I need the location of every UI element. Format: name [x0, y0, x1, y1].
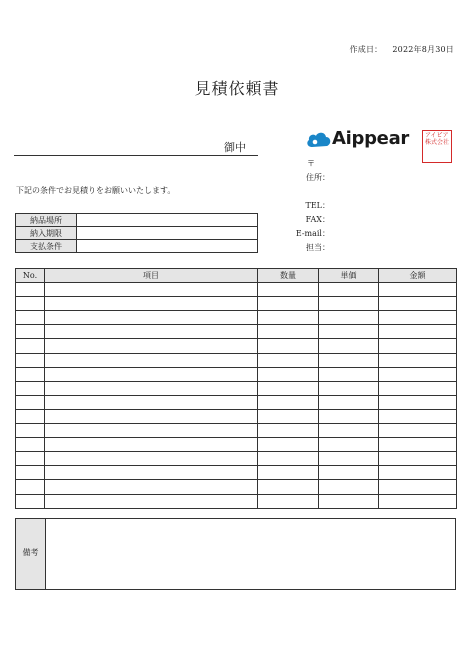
header-amount: 金額 — [379, 269, 457, 283]
address-row — [280, 172, 330, 182]
cell-item[interactable] — [45, 480, 258, 494]
cell-quantity[interactable] — [258, 452, 319, 466]
condition-value[interactable] — [77, 214, 258, 227]
remarks-label: 備考 — [22, 548, 39, 557]
cell-amount[interactable] — [379, 424, 457, 438]
cell-amount[interactable] — [379, 367, 457, 381]
cell-no[interactable] — [16, 395, 45, 409]
header-item: 項目 — [45, 269, 258, 283]
remarks-label-cell — [16, 519, 46, 589]
cell-amount[interactable] — [379, 494, 457, 508]
email-label: E-mail： — [295, 229, 330, 238]
email-row — [280, 228, 330, 238]
condition-row — [16, 240, 258, 253]
company-seal — [422, 130, 452, 163]
cell-quantity[interactable] — [258, 367, 319, 381]
cell-quantity[interactable] — [258, 325, 319, 339]
cell-amount[interactable] — [379, 395, 457, 409]
table-row — [16, 353, 457, 367]
items-header-row — [16, 269, 457, 283]
cell-unit-price[interactable] — [319, 466, 379, 480]
cell-amount[interactable] — [379, 325, 457, 339]
cell-no[interactable] — [16, 438, 45, 452]
cell-amount[interactable] — [379, 409, 457, 423]
cell-item[interactable] — [45, 381, 258, 395]
cell-item[interactable] — [45, 466, 258, 480]
logo-text: Aippear — [332, 128, 410, 149]
table-row — [16, 424, 457, 438]
cell-unit-price[interactable] — [319, 494, 379, 508]
cell-no[interactable] — [16, 297, 45, 311]
cell-unit-price[interactable] — [319, 297, 379, 311]
recipient-suffix: 御中 — [224, 141, 246, 154]
cell-unit-price[interactable] — [319, 395, 379, 409]
cell-quantity[interactable] — [258, 297, 319, 311]
cell-item[interactable] — [45, 339, 258, 353]
cell-item[interactable] — [45, 494, 258, 508]
remarks-box[interactable] — [15, 518, 456, 590]
table-row — [16, 409, 457, 423]
cell-no[interactable] — [16, 325, 45, 339]
cell-no[interactable] — [16, 480, 45, 494]
cell-item[interactable] — [45, 353, 258, 367]
table-row — [16, 494, 457, 508]
cell-quantity[interactable] — [258, 438, 319, 452]
cell-quantity[interactable] — [258, 381, 319, 395]
cell-item[interactable] — [45, 283, 258, 297]
cell-unit-price[interactable] — [319, 409, 379, 423]
table-row — [16, 466, 457, 480]
table-row — [16, 311, 457, 325]
cell-item[interactable] — [45, 452, 258, 466]
cell-item[interactable] — [45, 438, 258, 452]
table-row — [16, 452, 457, 466]
cell-no[interactable] — [16, 424, 45, 438]
cell-unit-price[interactable] — [319, 424, 379, 438]
document-title: 見積依頼書 — [194, 79, 280, 98]
condition-value[interactable] — [77, 227, 258, 240]
cell-item[interactable] — [45, 297, 258, 311]
cell-amount[interactable] — [379, 480, 457, 494]
cell-unit-price[interactable] — [319, 438, 379, 452]
cell-amount[interactable] — [379, 311, 457, 325]
items-body — [16, 283, 457, 509]
header-quantity: 数量 — [258, 269, 319, 283]
conditions-table — [15, 213, 258, 253]
created-value: 2022年8月30日 — [392, 45, 454, 54]
cell-quantity[interactable] — [258, 480, 319, 494]
cell-no[interactable] — [16, 466, 45, 480]
cell-no[interactable] — [16, 283, 45, 297]
table-row — [16, 283, 457, 297]
table-row — [16, 395, 457, 409]
cell-quantity[interactable] — [258, 409, 319, 423]
seal-text: アイピア株式会社 — [425, 132, 450, 146]
cell-unit-price[interactable] — [319, 452, 379, 466]
cell-no[interactable] — [16, 339, 45, 353]
cell-quantity[interactable] — [258, 494, 319, 508]
header-unit-price: 単価 — [319, 269, 379, 283]
cell-amount[interactable] — [379, 297, 457, 311]
cell-item[interactable] — [45, 409, 258, 423]
cell-no[interactable] — [16, 381, 45, 395]
fax-row — [280, 214, 330, 224]
cell-amount[interactable] — [379, 283, 457, 297]
table-row — [16, 297, 457, 311]
person-row — [280, 242, 330, 252]
cell-unit-price[interactable] — [319, 325, 379, 339]
tel-label: TEL： — [305, 201, 330, 210]
table-row — [16, 381, 457, 395]
cell-unit-price[interactable] — [319, 367, 379, 381]
cell-item[interactable] — [45, 424, 258, 438]
cell-unit-price[interactable] — [319, 283, 379, 297]
cell-quantity[interactable] — [258, 466, 319, 480]
postal-mark: 〒 — [307, 159, 315, 168]
header-no: No. — [16, 269, 45, 283]
cell-no[interactable] — [16, 353, 45, 367]
cell-item[interactable] — [45, 325, 258, 339]
created-date — [350, 44, 454, 55]
condition-row — [16, 227, 258, 240]
condition-value[interactable] — [77, 240, 258, 253]
cell-unit-price[interactable] — [319, 353, 379, 367]
cell-item[interactable] — [45, 395, 258, 409]
fax-label: FAX： — [305, 215, 330, 224]
recipient-field[interactable] — [14, 141, 258, 156]
cell-quantity[interactable] — [258, 339, 319, 353]
cell-amount[interactable] — [379, 452, 457, 466]
cell-amount[interactable] — [379, 438, 457, 452]
cell-quantity[interactable] — [258, 353, 319, 367]
cell-item[interactable] — [45, 311, 258, 325]
cell-no[interactable] — [16, 367, 45, 381]
cell-no[interactable] — [16, 452, 45, 466]
cell-amount[interactable] — [379, 466, 457, 480]
tel-row — [280, 200, 330, 210]
condition-label: 支払条件 — [16, 240, 77, 253]
condition-label: 納品場所 — [16, 214, 77, 227]
table-row — [16, 367, 457, 381]
cell-amount[interactable] — [379, 381, 457, 395]
cell-unit-price[interactable] — [319, 381, 379, 395]
cell-amount[interactable] — [379, 353, 457, 367]
cell-quantity[interactable] — [258, 283, 319, 297]
cell-unit-price[interactable] — [319, 339, 379, 353]
address-label: 住所： — [306, 173, 330, 182]
company-logo — [306, 130, 424, 152]
cell-no[interactable] — [16, 409, 45, 423]
cell-amount[interactable] — [379, 339, 457, 353]
condition-row — [16, 214, 258, 227]
cloud-logo-icon — [306, 130, 332, 150]
created-label: 作成日： — [349, 45, 383, 54]
table-row — [16, 480, 457, 494]
cell-quantity[interactable] — [258, 424, 319, 438]
cell-no[interactable] — [16, 311, 45, 325]
cell-quantity[interactable] — [258, 395, 319, 409]
cell-no[interactable] — [16, 494, 45, 508]
cell-unit-price[interactable] — [319, 311, 379, 325]
table-row — [16, 438, 457, 452]
condition-label: 納入期限 — [16, 227, 77, 240]
request-text: 下記の条件でお見積りをお願いいたします。 — [16, 186, 176, 195]
cell-quantity[interactable] — [258, 311, 319, 325]
cell-unit-price[interactable] — [319, 480, 379, 494]
items-table — [15, 268, 457, 509]
table-row — [16, 339, 457, 353]
person-label: 担当： — [306, 243, 330, 252]
cell-item[interactable] — [45, 367, 258, 381]
table-row — [16, 325, 457, 339]
